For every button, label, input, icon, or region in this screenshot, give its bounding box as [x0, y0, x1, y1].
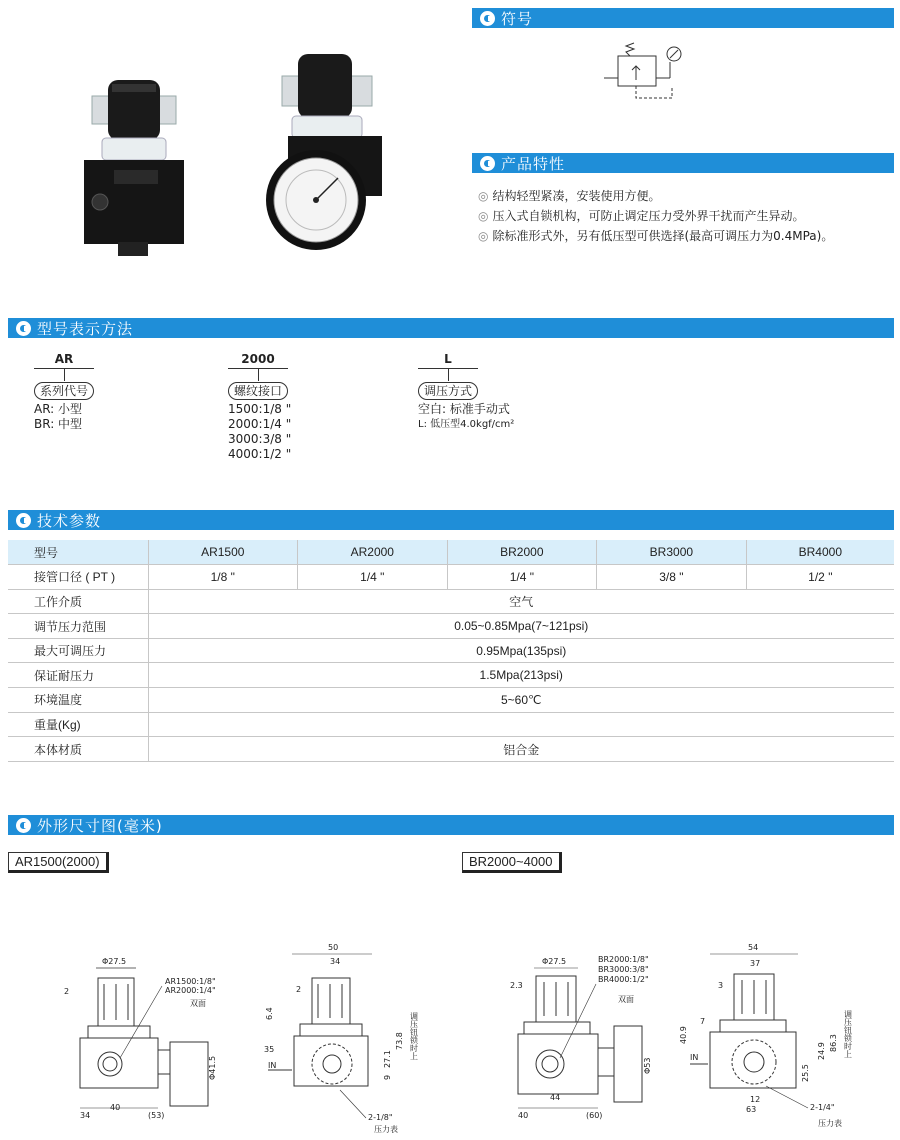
dim-label: 54	[748, 943, 759, 952]
dim-label: Φ53	[643, 1057, 652, 1074]
dim-label: 12	[750, 1095, 761, 1104]
dim-label: 50	[328, 943, 339, 952]
table-row	[8, 663, 894, 688]
section-title: 型号表示方法	[37, 319, 134, 338]
dim-label: 2	[296, 985, 302, 994]
section-bullet-icon	[16, 818, 31, 833]
dim-label: 40.9	[679, 1026, 688, 1044]
drawing-tag-br: BR2000~4000	[462, 852, 562, 873]
gauge-label: 压力表	[818, 1119, 842, 1128]
dim-label: Φ27.5	[542, 957, 567, 966]
dim-label: 34	[80, 1111, 91, 1120]
dim-label: 27.1	[383, 1050, 392, 1068]
feature-list	[478, 186, 898, 246]
dim-label: 40	[110, 1103, 121, 1112]
feature-item: ◎ 压入式自锁机构，可防止调定压力受外界干扰而产生异动。	[478, 209, 805, 223]
table-cell: 1/4 "	[298, 565, 448, 590]
port-spec: BR2000:1/8"	[598, 955, 649, 964]
knob-note: 调压钮锁时上	[409, 1012, 419, 1060]
section-bullet-icon	[16, 321, 31, 336]
circle-bullet-icon: ◎	[478, 189, 489, 203]
table-cell: 1/8 "	[148, 565, 298, 590]
series-option: BR: 中型	[34, 417, 83, 431]
table-row	[8, 565, 894, 590]
in-port-label: IN	[690, 1053, 699, 1062]
model-part-adjust: L 调压方式 空白: 标准手动式 L: 低压型4.0kgf/cm²	[418, 352, 598, 432]
model-part-thread: 2000 螺纹接口 1500:1/8 " 2000:1/4 " 3000:3/8 " 4000:1/2 "	[228, 352, 348, 462]
table-cell: 保证耐压力	[8, 663, 148, 688]
dim-label: 6.4	[265, 1007, 274, 1020]
table-header-row	[8, 540, 894, 565]
thread-option: 1500:1/8 "	[228, 402, 292, 416]
knob-note: 调压钮锁时上	[843, 1010, 853, 1058]
section-header-model	[8, 318, 894, 338]
table-cell: 1.5Mpa(213psi)	[148, 663, 894, 688]
table-cell: 1/2 "	[746, 565, 894, 590]
circle-bullet-icon: ◎	[478, 209, 489, 223]
feature-item: ◎ 除标准形式外，另有低压型可供选择(最高可调压力为0.4MPa)。	[478, 229, 834, 243]
port-spec: AR2000:1/4"	[165, 986, 216, 995]
section-title: 符号	[501, 9, 534, 28]
section-bullet-icon	[480, 156, 495, 171]
table-header-cell: AR2000	[298, 540, 448, 565]
table-header-cell: BR2000	[447, 540, 597, 565]
dim-label: 25.5	[801, 1064, 810, 1082]
adjust-option: L: 低压型4.0kgf/cm²	[418, 419, 515, 430]
dim-label: 24.9	[817, 1042, 826, 1060]
table-cell: 1/4 "	[447, 565, 597, 590]
table-row	[8, 688, 894, 713]
table-header-cell: 型号	[8, 540, 148, 565]
product-photo-regulator	[78, 74, 190, 264]
port-spec: BR4000:1/2"	[598, 975, 649, 984]
table-cell: 本体材质	[8, 737, 148, 762]
regulator-symbol-diagram	[596, 40, 696, 104]
dim-label: 34	[330, 957, 341, 966]
table-row	[8, 712, 894, 737]
both-sides-label: 双面	[190, 999, 206, 1008]
drawing-tag-ar: AR1500(2000)	[8, 852, 109, 873]
port-spec: BR3000:3/8"	[598, 965, 649, 974]
table-row	[8, 737, 894, 762]
port-spec: 2-1/4"	[810, 1103, 835, 1112]
thread-option: 4000:1/2 "	[228, 447, 292, 461]
model-part-series: AR 系列代号 AR: 小型 BR: 中型	[34, 352, 134, 432]
adjust-method-label: 调压方式	[418, 382, 478, 400]
dim-label: Φ41.5	[208, 1055, 217, 1080]
dim-label: Φ27.5	[102, 957, 127, 966]
table-cell: 最大可调压力	[8, 638, 148, 663]
product-photo-regulator-with-gauge	[252, 50, 392, 256]
thread-option: 2000:1/4 "	[228, 417, 292, 431]
table-row	[8, 589, 894, 614]
table-cell: 重量(Kg)	[8, 712, 148, 737]
thread-option: 3000:3/8 "	[228, 432, 292, 446]
section-header-specs	[8, 510, 894, 530]
table-cell: 0.05~0.85Mpa(7~121psi)	[148, 614, 894, 639]
section-bullet-icon	[480, 11, 495, 26]
dim-label: 73.8	[395, 1032, 404, 1050]
port-spec: 2-1/8"	[368, 1113, 393, 1122]
table-cell	[148, 712, 894, 737]
section-header-dimensions	[8, 815, 894, 835]
table-header-cell: BR4000	[746, 540, 894, 565]
gauge-label: 压力表	[374, 1125, 398, 1134]
drawing-br-front	[490, 950, 680, 1140]
table-cell: 0.95Mpa(135psi)	[148, 638, 894, 663]
table-row	[8, 614, 894, 639]
table-cell: 铝合金	[148, 737, 894, 762]
series-option: AR: 小型	[34, 402, 83, 416]
dim-label: (60)	[586, 1111, 603, 1120]
dim-label: 86.3	[829, 1034, 838, 1052]
dim-label: 3	[718, 981, 724, 990]
table-cell: 3/8 "	[597, 565, 747, 590]
port-spec: AR1500:1/8"	[165, 977, 216, 986]
drawing-ar-side	[250, 940, 450, 1140]
table-cell: 环境温度	[8, 688, 148, 713]
table-header-cell: BR3000	[597, 540, 747, 565]
dim-label: 35	[264, 1045, 275, 1054]
section-header-symbol	[472, 8, 894, 28]
adjust-option: 空白: 标准手动式	[418, 402, 510, 416]
dim-label: 2.3	[510, 981, 523, 990]
table-cell: 工作介质	[8, 589, 148, 614]
dim-label: 63	[746, 1105, 757, 1114]
section-title: 外形尺寸图(毫米)	[37, 816, 163, 835]
table-cell: 空气	[148, 589, 894, 614]
table-cell: 5~60℃	[148, 688, 894, 713]
table-row	[8, 638, 894, 663]
dim-label: 7	[700, 1017, 706, 1026]
section-header-features	[472, 153, 894, 173]
in-port-label: IN	[268, 1061, 277, 1070]
thread-port-label: 螺纹接口	[228, 382, 288, 400]
dim-label: 44	[550, 1093, 561, 1102]
table-header-cell: AR1500	[148, 540, 298, 565]
section-bullet-icon	[16, 513, 31, 528]
dim-label: 9	[383, 1074, 392, 1080]
series-code-label: 系列代号	[34, 382, 94, 400]
table-cell: 接管口径 ( PT )	[8, 565, 148, 590]
drawing-ar-front	[40, 950, 240, 1140]
section-title: 技术参数	[37, 511, 102, 530]
dim-label: (53)	[148, 1111, 165, 1120]
section-title: 产品特性	[501, 154, 566, 173]
dim-label: 40	[518, 1111, 529, 1120]
drawing-br-side	[680, 940, 880, 1140]
dim-label: 37	[750, 959, 761, 968]
circle-bullet-icon: ◎	[478, 229, 489, 243]
both-sides-label: 双面	[618, 995, 634, 1004]
spec-table	[8, 540, 894, 762]
feature-item: ◎ 结构轻型紧凑，安装使用方便。	[478, 189, 661, 203]
dim-label: 2	[64, 987, 70, 996]
table-cell: 调节压力范围	[8, 614, 148, 639]
